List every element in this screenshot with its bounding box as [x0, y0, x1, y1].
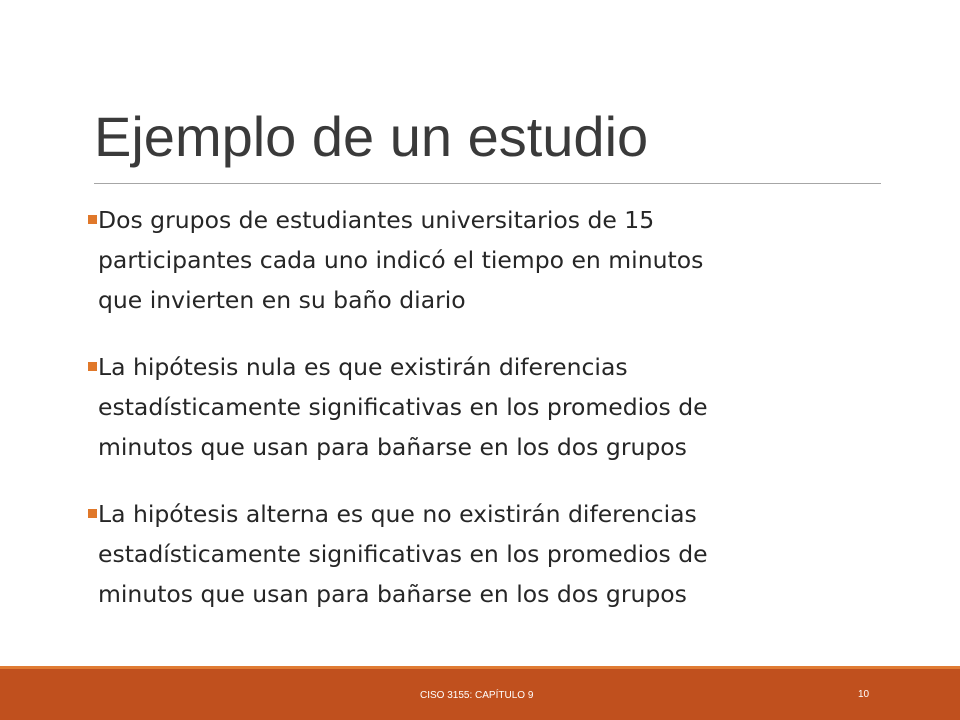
square-bullet-icon	[88, 215, 97, 224]
square-bullet-icon	[88, 509, 97, 518]
bullet-line: estadísticamente significativas en los promedios de	[98, 540, 708, 568]
bullet-list	[88, 200, 888, 641]
bullet-line: participantes cada uno indicó el tiempo en minutos	[98, 246, 704, 274]
bullet-item	[88, 200, 888, 320]
slide-title: Ejemplo de un estudio	[94, 105, 649, 168]
title-divider	[94, 183, 881, 184]
bullet-item	[88, 494, 888, 614]
bullet-line: estadísticamente significativas en los promedios de	[98, 393, 708, 421]
footer-label: CISO 3155: CAPÍTULO 9	[420, 690, 534, 701]
bullet-line: La hipótesis nula es que existirán diferencias	[98, 353, 628, 381]
bullet-line: La hipótesis alterna es que no existirán diferencias	[98, 500, 697, 528]
bullet-line: Dos grupos de estudiantes universitarios de 15	[98, 206, 655, 234]
bullet-line: minutos que usan para bañarse en los dos grupos	[98, 433, 687, 461]
bullet-line: que invierten en su baño diario	[98, 286, 466, 314]
bullet-line: minutos que usan para bañarse en los dos grupos	[98, 580, 687, 608]
bullet-item	[88, 347, 888, 467]
slide-number: 10	[858, 689, 870, 700]
square-bullet-icon	[88, 362, 97, 371]
